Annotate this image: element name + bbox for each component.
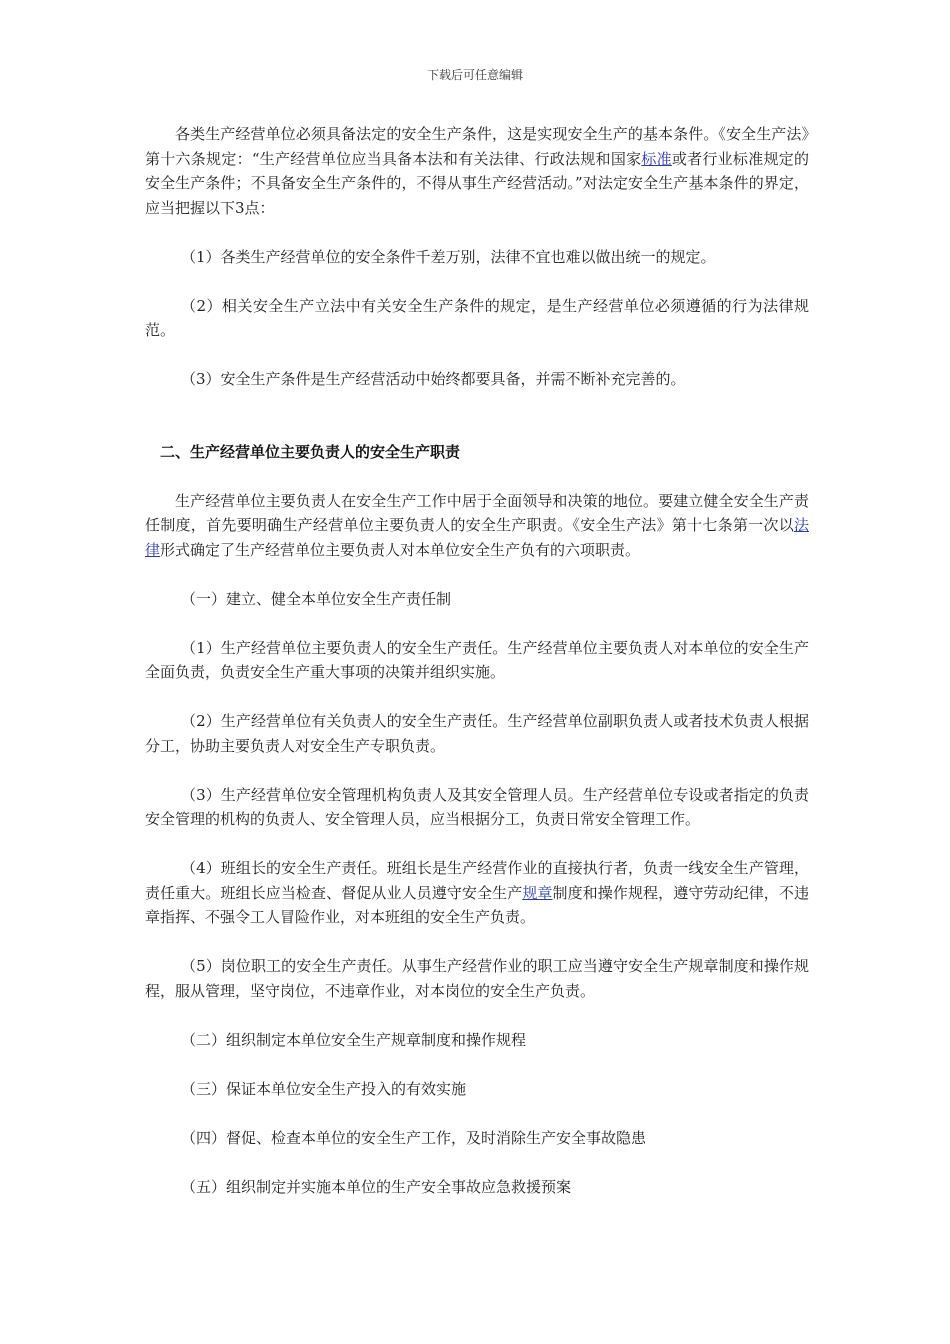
link-standard[interactable]: 标准 xyxy=(641,149,672,168)
section1-intro-text-1: 各类生产经营单位必须具备法定的安全生产条件，这是实现安全生产的基本条件。《安全生产法》第十六条规定：“生产经营单位应当具备本法和有关法律、行政法规和国家 xyxy=(145,125,809,168)
item1-point-5: （5）岗位职工的安全生产责任。从事生产经营作业的职工应当遵守安全生产规章制度和操作规程，服从管理，坚守岗位，不违章作业，对本岗位的安全生产负责。 xyxy=(145,957,809,1000)
item1-point-4 xyxy=(145,856,809,930)
link-law[interactable]: 法律 xyxy=(145,516,809,559)
link-regulation[interactable]: 规章 xyxy=(522,883,553,902)
section2-intro-text-2: 形式确定了生产经营单位主要负责人对本单位安全生产负有的六项职责。 xyxy=(160,540,641,559)
section2-intro-text-1: 生产经营单位主要负责人在安全生产工作中居于全面领导和决策的地位。要建立健全安全生产责任制度，首先要明确生产经营单位主要负责人的安全生产职责。《安全生产法》第十七条第一次以 xyxy=(145,491,809,534)
section1-intro-text-2: 或者行业标准规定的安全生产条件；不具备安全生产条件的，不得从事生产经营活动。”对法定安全生产基本条件的界定，应当把握以下3点： xyxy=(145,149,809,217)
item1-point-4-text-1: （4）班组长的安全生产责任。班组长是生产经营作业的直接执行者，负责一线安全生产管理，责任重大。班组长应当检查、督促从业人员遵守安全生产 xyxy=(145,859,809,902)
document-body xyxy=(145,122,809,1224)
item-3-title: （三）保证本单位安全生产投入的有效实施 xyxy=(181,1079,467,1098)
item1-point-4-text-2: 制度和操作规程，遵守劳动纪律，不违章指挥、不强令工人冒险作业，对本班组的安全生产负责。 xyxy=(145,883,809,926)
item1-point-1: （1）生产经营单位主要负责人的安全生产责任。生产经营单位主要负责人对本单位的安全生产全面负责，负责安全生产重大事项的决策并组织实施。 xyxy=(145,638,809,681)
section1-point-1: （1）各类生产经营单位的安全条件千差万别，法律不宜也难以做出统一的规定。 xyxy=(181,247,716,266)
section1-point-3: （3）安全生产条件是生产经营活动中始终都要具备，并需不断补充完善的。 xyxy=(181,370,686,388)
item1-point-2: （2）生产经营单位有关负责人的安全生产责任。生产经营单位副职负责人或者技术负责人根据分工，协助主要负责人对安全生产专职负责。 xyxy=(145,712,809,755)
item1-point-3: （3）生产经营单位安全管理机构负责人及其安全管理人员。生产经营单位专设或者指定的负责安全管理的机构的负责人、安全管理人员，应当根据分工，负责日常安全管理工作。 xyxy=(145,785,809,828)
item1-title: （一）建立、健全本单位安全生产责任制 xyxy=(181,589,452,608)
section2-heading: 二、生产经营单位主要负责人的安全生产职责 xyxy=(160,442,461,461)
item-2-title: （二）组织制定本单位安全生产规章制度和操作规程 xyxy=(181,1030,527,1049)
section1-intro xyxy=(145,122,809,220)
section2-intro xyxy=(145,489,809,563)
item-4-title: （四）督促、检查本单位的安全生产工作，及时消除生产安全事故隐患 xyxy=(181,1128,647,1147)
section1-point-2: （2）相关安全生产立法中有关安全生产条件的规定，是生产经营单位必须遵循的行为法律规范。 xyxy=(145,296,809,339)
header-note: 下载后可任意编辑 xyxy=(426,68,523,82)
item-5-title: （五）组织制定并实施本单位的生产安全事故应急救援预案 xyxy=(181,1177,572,1196)
